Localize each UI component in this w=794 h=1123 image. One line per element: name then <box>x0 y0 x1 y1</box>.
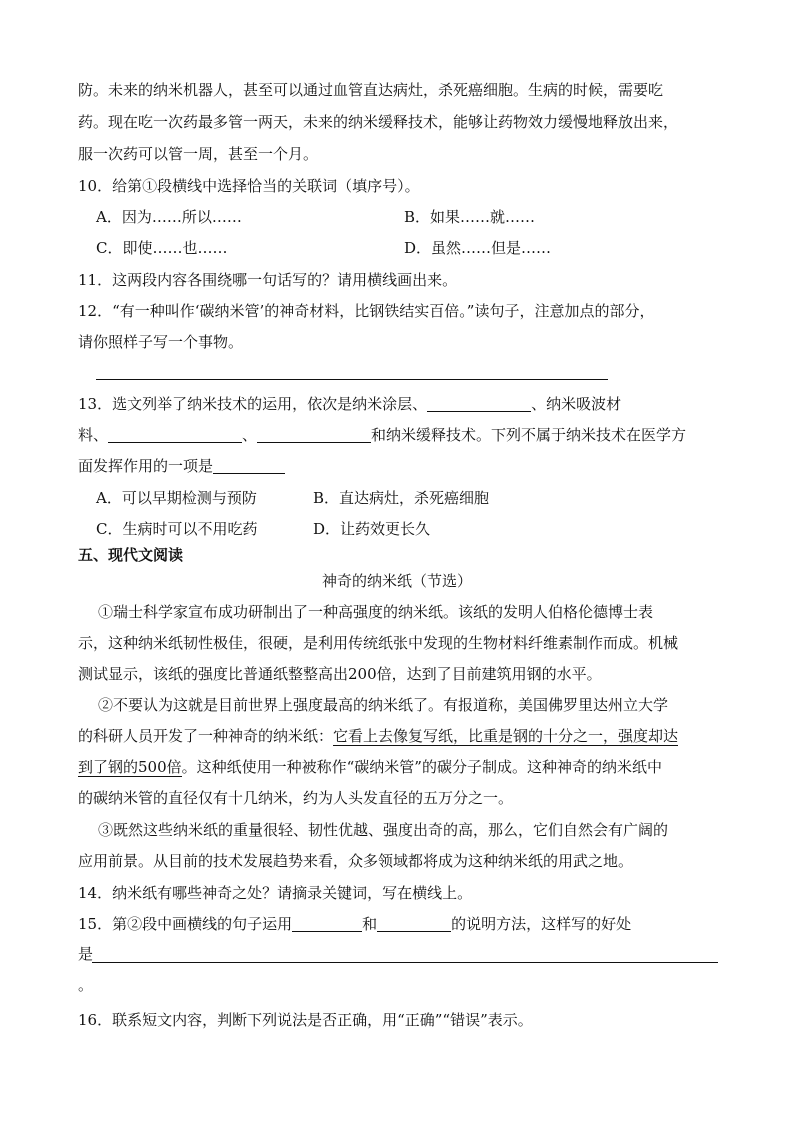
answer-blank[interactable] <box>377 915 451 932</box>
answer-line[interactable] <box>92 962 718 963</box>
paragraph-2 <box>78 726 678 746</box>
paragraph-2 <box>78 757 662 777</box>
question-16: 16．联系短文内容，判断下列说法是否正确，用“正确”“错误”表示。 <box>78 1011 533 1029</box>
q10-option-c: C．即使……也…… <box>96 239 228 257</box>
q13-text: 、纳米吸波材 <box>531 395 622 413</box>
passage-line: 药。现在吃一次药最多管一两天，未来的纳米缓释技术，能够让药物效力缓慢地释放出来， <box>78 113 679 131</box>
question-10: 10．给第①段横线中选择恰当的关联词（填序号）。 <box>78 177 420 195</box>
paragraph-1: 测试显示，该纸的强度比普通纸整整高出200倍，达到了目前建筑用钢的水平。 <box>78 665 602 683</box>
question-13-cont <box>78 425 686 445</box>
question-15 <box>78 914 631 934</box>
q13-option-d: D．让药效更长久 <box>313 520 431 538</box>
answer-blank[interactable] <box>108 426 242 443</box>
q15-text: 和 <box>362 915 378 933</box>
q13-option-b: B．直达病灶，杀死癌细胞 <box>313 489 490 507</box>
answer-blank[interactable] <box>213 457 285 474</box>
q10-option-a: A．因为……所以…… <box>96 208 242 226</box>
answer-blank[interactable] <box>427 395 531 412</box>
question-11: 11．这两段内容各围绕哪一句话写的？请用横线画出来。 <box>78 271 458 289</box>
question-12-cont: 请你照样子写一个事物。 <box>78 333 244 351</box>
paragraph-1: ①瑞士科学家宣布成功研制出了一种高强度的纳米纸。该纸的发明人伯格伦德博士表 <box>98 603 654 621</box>
q10-option-d: D．虽然……但是…… <box>404 239 552 257</box>
question-12: 12．“有一种叫作‘碳纳米管’的神奇材料，比钢铁结实百倍。”读句子，注意加点的部分， <box>78 302 655 320</box>
passage-line: 服一次药可以管一周，甚至一个月。 <box>78 145 319 163</box>
paragraph-1: 示，这种纳米纸韧性极佳，很硬，是利用传统纸张中发现的生物材料纤维素制作而成。机械 <box>78 634 679 652</box>
q13-option-c: C．生病时可以不用吃药 <box>96 520 258 538</box>
q13-option-a: A．可以早期检测与预防 <box>96 489 257 507</box>
section-heading: 五、现代文阅读 <box>78 546 184 564</box>
q10-option-b: B．如果……就…… <box>404 208 536 226</box>
answer-blank[interactable] <box>257 426 371 443</box>
underlined-sentence: 它看上去像复写纸，比重是钢的十分之一，强度却达 <box>333 727 679 745</box>
q13-text: 、 <box>242 426 258 444</box>
paragraph-3: ③既然这些纳米纸的重量很轻、韧性优越、强度出奇的高，那么，它们自然会有广阔的 <box>98 821 669 839</box>
passage-line: 防。未来的纳米机器人，甚至可以通过血管直达病灶，杀死癌细胞。生病的时候，需要吃 <box>78 81 664 99</box>
question-14: 14．纳米纸有哪些神奇之处？请摘录关键词，写在横线上。 <box>78 884 473 902</box>
paragraph-2: ②不要认为这就是目前世界上强度最高的纳米纸了。有报道称，美国佛罗里达州立大学 <box>98 696 669 714</box>
underlined-sentence: 到了钢的500倍 <box>78 758 182 776</box>
q13-text: 和纳米缓释技术。下列不属于纳米技术在医学方 <box>371 426 687 444</box>
question-15-end: 。 <box>78 976 94 994</box>
question-13-cont <box>78 456 285 476</box>
q13-text: 面发挥作用的一项是 <box>78 457 214 475</box>
answer-blank[interactable] <box>292 915 362 932</box>
question-13 <box>78 394 621 414</box>
q13-text: 料、 <box>78 426 109 444</box>
passage-title: 神奇的纳米纸（节选） <box>321 572 472 590</box>
answer-line[interactable] <box>96 379 608 380</box>
paragraph-2: 的碳纳米管的直径仅有十几纳米，约为人头发直径的五万分之一。 <box>78 789 514 807</box>
question-15-cont: 是 <box>78 945 94 963</box>
q15-text: 的说明方法，这样写的好处 <box>451 915 632 933</box>
paragraph-text: 的科研人员开发了一种神奇的纳米纸： <box>78 727 334 745</box>
paragraph-text: 。这种纸使用一种被称作“碳纳米管”的碳分子制成。这种神奇的纳米纸中 <box>181 758 662 776</box>
q15-text: 15．第②段中画横线的句子运用 <box>78 915 293 933</box>
paragraph-3: 应用前景。从目前的技术发展趋势来看，众多领域都将成为这种纳米纸的用武之地。 <box>78 852 634 870</box>
q13-text: 13．选文列举了纳米技术的运用，依次是纳米涂层、 <box>78 395 428 413</box>
